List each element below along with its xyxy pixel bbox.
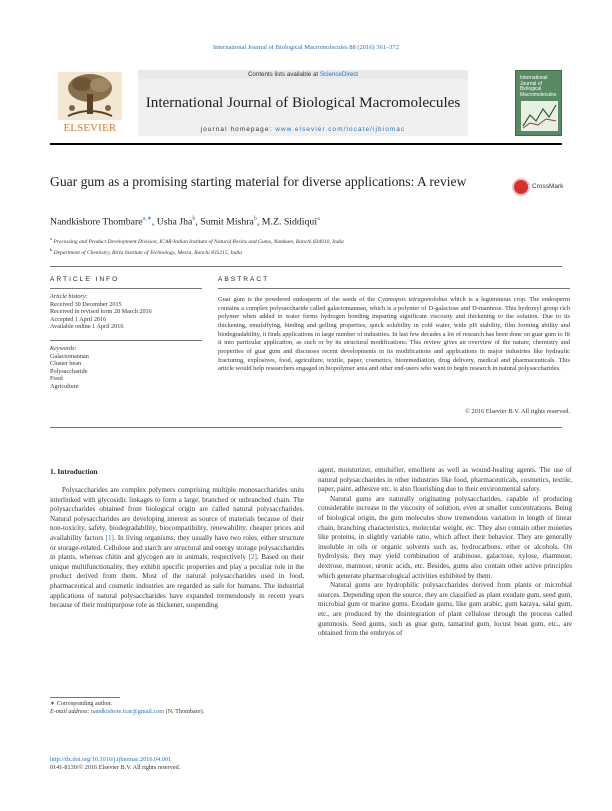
author-list: [50, 215, 562, 227]
affiliations: [50, 235, 562, 257]
doi-link[interactable]: http://dx.doi.org/10.1016/j.ijbiomac.2016.04.001: [50, 756, 172, 763]
paragraph-continuation: agent, moisturizer, emulsifier, emollient as well as wound-healing agents. The use of natural polysaccharides in other industries like food, pharmaceuticals, cosmetics, textile, paper, paint, adhesive etc. is also flourishing due to their environmental safety.: [318, 466, 572, 494]
affiliation-mark: b: [50, 246, 53, 252]
keywords-label: Keywords:: [50, 345, 77, 352]
author-affiliation-mark[interactable]: a: [317, 216, 320, 222]
species-name: Cyamopsis tetragonolobus: [377, 296, 448, 303]
abstract-heading: ABSTRACT: [218, 276, 270, 283]
crossmark-label: CrossMark: [532, 183, 564, 190]
journal-title: International Journal of Biological Macromolecules: [145, 94, 461, 111]
homepage-prefix: journal homepage:: [200, 126, 276, 133]
right-column: [318, 466, 572, 639]
journal-header-box: [138, 79, 468, 136]
rights-statement: 0141-8130/© 2016 Elsevier B.V. All rights reserved.: [50, 764, 181, 771]
paragraph: [50, 486, 304, 611]
affiliation-text: Processing and Product Development Division, ICAR-Indian Institute of Natural Resins and Gums, Namkum, Ranchi 834010, India: [53, 238, 344, 245]
history-divider: [50, 340, 202, 341]
history-label: Article history:: [50, 293, 88, 300]
author-affiliation-mark[interactable]: a,∗: [142, 216, 152, 222]
author-separator: ,: [256, 216, 262, 228]
author-affiliation-mark[interactable]: b: [192, 216, 196, 222]
doi-block: [50, 756, 350, 772]
journal-citation[interactable]: International Journal of Biological Macromolecules 88 (2016) 361–372: [212, 44, 400, 51]
abstract-text-part: which is a leguminous crop. The endosperm contains a complex polysaccharide called galactomannan, which is a polymer of D-galactose and D-mannose. This hydroxyl group rich polymer when added to water forms hydrogen bonding imparting significant viscosity and thickening to the solution. Due to its thickening, emulsifying, binding and gelling properties, quick solubility in cold water, wide pH stability, film forming ability and biodegradability, it finds applications in large number of industries. In last few decades a lot of research has been done on guar gum to fit it into particular application, as such or by its structural modifications. This review gives an overview of the nature, chemistry and properties of guar gum and discusses recent developments in its modifications and applications in major industries like hydraulic fracturing, explosives, food, agriculture, textile, paper, cosmetics, bioremediation, drug delivery, medical and pharmaceuticals. This article would help researchers engaged in biopolymer area and other end-users who want to begin research in natural polysaccharides.: [218, 296, 570, 373]
email-note: [50, 708, 300, 716]
corresponding-author-note: ∗ Corresponding author.: [50, 700, 113, 707]
article-info-heading: ARTICLE INFO: [50, 276, 120, 283]
abstract-rule: [218, 288, 570, 289]
article-history: [50, 293, 200, 331]
abstract-bottom-rule: [50, 427, 562, 428]
paragraph-text: Polysaccharides are complex polymers comprising multiple monosaccharides units interlinked with glycosidic linkages to form a large, branched or unbranched chain. The polysaccharides obtained from biological origin are called natural polysaccharides. Natural polysaccharides are developing interest as source of materials because of their non-toxicity, safety, biodegradability, biocompatibility, renewability, cheaper prices and availability factors: [50, 486, 304, 542]
author-name[interactable]: Nandkishore Thombare: [50, 216, 143, 228]
author-name[interactable]: Usha Jha: [156, 216, 193, 228]
abstract-copyright: © 2016 Elsevier B.V. All rights reserved.: [464, 408, 570, 415]
reference-link[interactable]: [1]: [105, 533, 114, 542]
left-column: [50, 486, 304, 611]
keyword-item: Cluster bean: [50, 360, 82, 368]
homepage-link[interactable]: www.elsevier.com/locate/ijbiomac: [275, 126, 406, 133]
masthead-rule: [50, 143, 562, 145]
affiliation-item: [50, 246, 562, 257]
journal-cover-thumbnail: [515, 70, 562, 136]
author-separator: ,: [151, 216, 157, 228]
history-item: Received 30 December 2015: [50, 300, 122, 308]
cover-graph-icon: [516, 71, 562, 136]
article-title: Guar gum as a promising starting material for diverse applications: A review: [50, 174, 467, 189]
paragraph: Natural gums are naturally originating polysaccharides, capable of producing considerable increase in the viscosity of solution, even at smaller concentrations. Being of biological origin, the gum molecules show tremendous variation in length of linear chain, branching characteristics, molecular weight, etc. They also contain other moieties like proteins, in slightly variable ratio, which affect their behavior. They are generally insoluble in oils or organic solvents such as, hydrocarbons, ether or alcohols. On hydrolysis, they may yield combination of arabinose, galactose, xylose, rhamnose, dextrose, mannose, uronic acids, etc. Besides, gums also contain other active principles which generate pharmacological activities exhibited by them.: [318, 494, 572, 580]
paragraph: Natural gums are hydrophilic polysaccharides derived from plants or microbial sources. Depending upon the source, they are classified as plant exudate gum, seed gum, microbial gum or marine gums. Exudate gums, like gum arabic, gum karaya, salai gum, etc., are produced by the disintegration of plant cellulose through the process called gummosis. Seed gums, such as guar gum, tamarind gum, locust bean gum, etc., are obtained from the embryos of: [318, 581, 572, 638]
header-divider: [50, 266, 562, 267]
affiliation-mark: a: [50, 236, 53, 241]
elsevier-logo: [50, 70, 130, 136]
keyword-item: Agriculture: [50, 382, 79, 390]
history-item: Accepted 1 April 2016: [50, 315, 107, 323]
keyword-item: Galactomannan: [50, 352, 89, 360]
history-item: Available online 1 April 2016: [50, 323, 124, 331]
author-name[interactable]: Sumit Mishra: [200, 216, 254, 228]
reference-link[interactable]: [2]: [248, 553, 257, 562]
publisher-name: ELSEVIER: [63, 123, 117, 134]
elsevier-tree-icon: [50, 70, 130, 122]
email-link[interactable]: nandkishore.icar@gmail.com: [91, 708, 165, 715]
author-name[interactable]: M.Z. Siddiqui: [261, 216, 318, 228]
journal-homepage: [138, 126, 468, 133]
journal-masthead: [50, 70, 562, 136]
history-item: Received in revised form 28 March 2016: [50, 308, 152, 316]
contents-prefix: Contents lists available at: [247, 71, 320, 78]
footnote-rule: [50, 697, 120, 698]
contents-line: [138, 70, 468, 79]
abstract-text: [218, 296, 570, 374]
affiliation-text: Department of Chemistry, Birla Institute of Technology, Mesra, Ranchi 835215, India: [53, 249, 242, 256]
section-heading: 1. Introduction: [50, 467, 98, 476]
affiliation-item: [50, 235, 562, 246]
paragraph-text: . In living organisms, they usually have two roles, either structure or storage-related. Cellulose and starch are structural and energy storage polysaccharides in plants, whereas chitin and glycogen are in animals, respectively: [50, 533, 304, 562]
crossmark-icon: [512, 178, 530, 196]
author-affiliation-mark[interactable]: b: [253, 216, 257, 222]
abstract-text-part: Guar gum is the powdered endosperm of the seeds of the: [218, 296, 378, 303]
keywords: [50, 345, 200, 391]
email-suffix: (N. Thombare).: [164, 708, 205, 715]
crossmark-badge[interactable]: [512, 176, 572, 198]
cover-title: International Journal of Biological Macromolecules: [520, 75, 557, 98]
keyword-item: Polysaccharide: [50, 367, 88, 375]
footnotes: [50, 700, 300, 716]
keyword-item: Food: [50, 375, 63, 383]
sciencedirect-link[interactable]: ScienceDirect: [319, 71, 359, 78]
email-label: E-mail address:: [50, 708, 92, 715]
article-info-rule: [50, 288, 202, 289]
paragraph-text: . Based on their unique multifunctionality, they exhibit specific properties and play a peculiar role in the product derived from them. Most of the natural polysaccharides used in food, pharmaceutical and cosmetic industries are regarded as safe for humans. The industrial applications of natural polysaccharides have expanded tremendously in recent years because of their multipurpose role as thickener, suspending: [50, 553, 304, 610]
author-separator: ,: [195, 216, 201, 228]
